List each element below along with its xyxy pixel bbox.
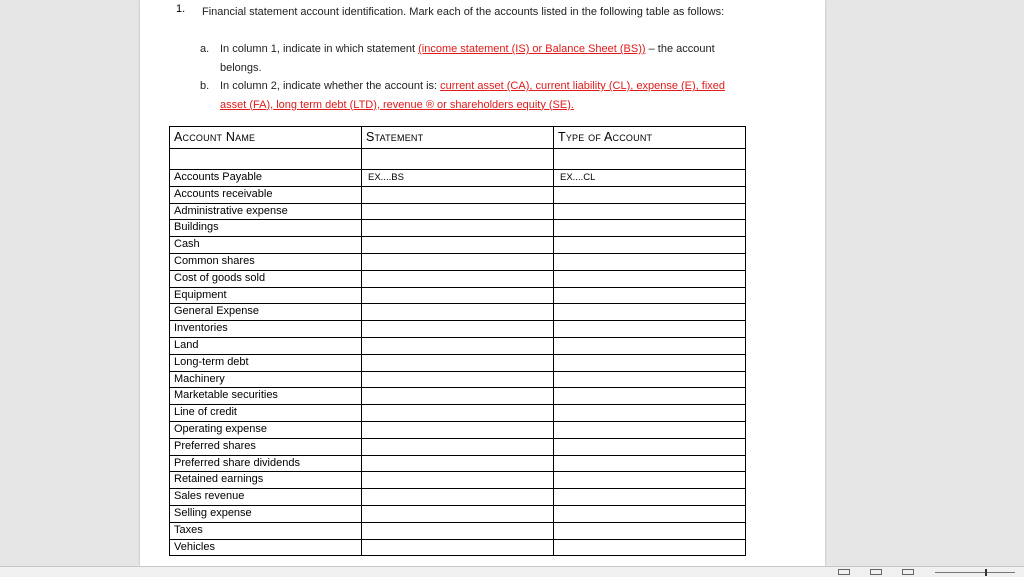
blank-cell[interactable] bbox=[170, 149, 362, 170]
type-of-account-cell[interactable] bbox=[554, 539, 746, 556]
status-bar bbox=[0, 566, 1024, 577]
type-of-account-cell[interactable] bbox=[554, 203, 746, 220]
table-blank-row bbox=[170, 149, 746, 170]
table-row bbox=[170, 354, 746, 371]
type-of-account-cell[interactable] bbox=[554, 287, 746, 304]
table-row bbox=[170, 505, 746, 522]
table-row bbox=[170, 539, 746, 556]
type-of-account-cell[interactable] bbox=[554, 220, 746, 237]
table-row bbox=[170, 472, 746, 489]
type-of-account-cell[interactable] bbox=[554, 421, 746, 438]
account-name-cell: Buildings bbox=[170, 220, 362, 237]
statement-cell[interactable] bbox=[362, 354, 554, 371]
statement-cell[interactable] bbox=[362, 237, 554, 254]
account-name-cell: Preferred share dividends bbox=[170, 455, 362, 472]
account-name-cell: Preferred shares bbox=[170, 438, 362, 455]
statement-cell[interactable] bbox=[362, 220, 554, 237]
account-name-cell: Administrative expense bbox=[170, 203, 362, 220]
header-type-of-account: Type of Account bbox=[554, 127, 746, 149]
account-name-cell: Selling expense bbox=[170, 505, 362, 522]
statement-cell[interactable] bbox=[362, 253, 554, 270]
zoom-slider[interactable] bbox=[935, 572, 1015, 573]
account-name-cell: Sales revenue bbox=[170, 489, 362, 506]
table-row bbox=[170, 270, 746, 287]
table-row bbox=[170, 371, 746, 388]
account-name-cell: Vehicles bbox=[170, 539, 362, 556]
account-name-cell: Land bbox=[170, 337, 362, 354]
table-row bbox=[170, 170, 746, 187]
print-layout-icon[interactable] bbox=[870, 569, 882, 575]
blank-cell[interactable] bbox=[554, 149, 746, 170]
account-name-cell: Long-term debt bbox=[170, 354, 362, 371]
statement-cell[interactable] bbox=[362, 321, 554, 338]
type-of-account-cell[interactable] bbox=[554, 253, 746, 270]
table-row bbox=[170, 203, 746, 220]
statement-cell[interactable] bbox=[362, 304, 554, 321]
instruction-a-text: In column 1, indicate in which statement (income statement (IS) or Balance Sheet (BS)) – the account belongs. bbox=[220, 43, 715, 74]
instruction-b-label: b. bbox=[200, 80, 210, 92]
table-row bbox=[170, 438, 746, 455]
statement-cell[interactable] bbox=[362, 203, 554, 220]
type-of-account-cell[interactable] bbox=[554, 505, 746, 522]
type-of-account-cell[interactable] bbox=[554, 337, 746, 354]
account-name-cell: Retained earnings bbox=[170, 472, 362, 489]
web-layout-icon[interactable] bbox=[902, 569, 914, 575]
statement-cell[interactable] bbox=[362, 287, 554, 304]
account-name-cell: Accounts Payable bbox=[170, 170, 362, 187]
statement-cell[interactable]: EX....BS bbox=[362, 170, 554, 187]
account-name-cell: Marketable securities bbox=[170, 388, 362, 405]
table-row bbox=[170, 287, 746, 304]
instruction-a-label: a. bbox=[200, 43, 210, 55]
type-of-account-cell[interactable] bbox=[554, 371, 746, 388]
type-of-account-cell[interactable] bbox=[554, 304, 746, 321]
account-name-cell: Common shares bbox=[170, 253, 362, 270]
table-row bbox=[170, 253, 746, 270]
statement-cell[interactable] bbox=[362, 489, 554, 506]
type-of-account-cell[interactable] bbox=[554, 438, 746, 455]
statement-cell[interactable] bbox=[362, 388, 554, 405]
type-of-account-cell[interactable] bbox=[554, 354, 746, 371]
type-of-account-cell[interactable] bbox=[554, 237, 746, 254]
table-row bbox=[170, 304, 746, 321]
read-mode-icon[interactable] bbox=[838, 569, 850, 575]
account-name-cell: Equipment bbox=[170, 287, 362, 304]
type-of-account-cell[interactable] bbox=[554, 405, 746, 422]
account-name-cell: Cost of goods sold bbox=[170, 270, 362, 287]
table-row bbox=[170, 186, 746, 203]
statement-cell[interactable] bbox=[362, 539, 554, 556]
table-header-row bbox=[170, 127, 746, 149]
accounts-table bbox=[169, 126, 746, 556]
zoom-slider-thumb[interactable] bbox=[985, 569, 987, 576]
question-text: Financial statement account identification. Mark each of the accounts listed in the following table as follows: bbox=[202, 6, 725, 18]
table-row bbox=[170, 405, 746, 422]
table-row bbox=[170, 220, 746, 237]
statement-cell[interactable] bbox=[362, 438, 554, 455]
table-row bbox=[170, 522, 746, 539]
instruction-b-highlight: current asset (CA), current liability (CL), expense (E), fixed asset (FA), long term debt (LTD), revenue ® or shareholders equity (SE). bbox=[220, 80, 725, 111]
type-of-account-cell[interactable] bbox=[554, 455, 746, 472]
statement-cell[interactable] bbox=[362, 270, 554, 287]
account-name-cell: Operating expense bbox=[170, 421, 362, 438]
statement-cell[interactable] bbox=[362, 337, 554, 354]
statement-cell[interactable] bbox=[362, 522, 554, 539]
table-row bbox=[170, 237, 746, 254]
type-of-account-cell[interactable] bbox=[554, 522, 746, 539]
header-account-name: Account Name bbox=[170, 127, 362, 149]
statement-cell[interactable] bbox=[362, 455, 554, 472]
type-of-account-cell[interactable]: EX....CL bbox=[554, 170, 746, 187]
table-row bbox=[170, 421, 746, 438]
instruction-b-text: In column 2, indicate whether the account is: current asset (CA), current liability (CL), expense (E), fixed asset (FA), long term debt (LTD), revenue ® or shareholders equity (SE). bbox=[220, 80, 725, 111]
account-name-cell: Cash bbox=[170, 237, 362, 254]
instruction-a-highlight: (income statement (IS) or Balance Sheet (BS)) bbox=[418, 43, 646, 55]
account-name-cell: General Expense bbox=[170, 304, 362, 321]
account-name-cell: Accounts receivable bbox=[170, 186, 362, 203]
blank-cell[interactable] bbox=[362, 149, 554, 170]
table-row bbox=[170, 388, 746, 405]
type-of-account-cell[interactable] bbox=[554, 489, 746, 506]
table-row bbox=[170, 337, 746, 354]
table-row bbox=[170, 489, 746, 506]
statement-cell[interactable] bbox=[362, 421, 554, 438]
type-of-account-cell[interactable] bbox=[554, 321, 746, 338]
account-name-cell: Line of credit bbox=[170, 405, 362, 422]
header-statement: Statement bbox=[362, 127, 554, 149]
statement-cell[interactable] bbox=[362, 472, 554, 489]
statement-cell[interactable] bbox=[362, 405, 554, 422]
statement-cell[interactable] bbox=[362, 505, 554, 522]
account-name-cell: Taxes bbox=[170, 522, 362, 539]
question-number: 1. bbox=[176, 3, 186, 15]
type-of-account-cell[interactable] bbox=[554, 388, 746, 405]
type-of-account-cell[interactable] bbox=[554, 186, 746, 203]
table-row bbox=[170, 455, 746, 472]
statement-cell[interactable] bbox=[362, 371, 554, 388]
type-of-account-cell[interactable] bbox=[554, 472, 746, 489]
document-page bbox=[140, 0, 825, 566]
type-of-account-cell[interactable] bbox=[554, 270, 746, 287]
table-row bbox=[170, 321, 746, 338]
account-name-cell: Inventories bbox=[170, 321, 362, 338]
statement-cell[interactable] bbox=[362, 186, 554, 203]
account-name-cell: Machinery bbox=[170, 371, 362, 388]
